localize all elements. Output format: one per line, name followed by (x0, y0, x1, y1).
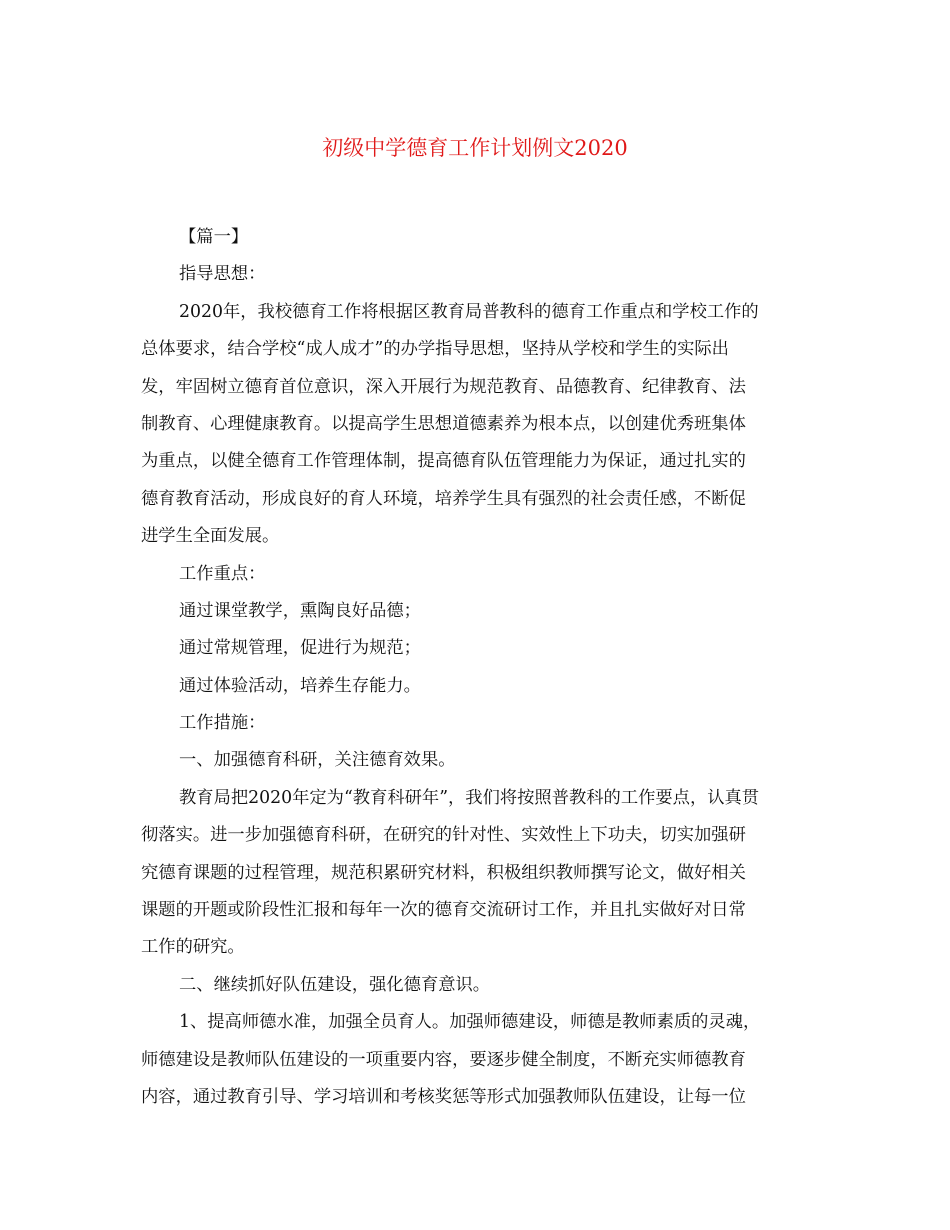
heading-work-measures: 工作措施： (179, 713, 266, 734)
paragraph-line: 内容，通过教育引导、学习培训和考核奖惩等形式加强教师队伍建设，让每一位 (141, 1086, 746, 1107)
paragraph-line: 课题的开题或阶段性汇报和每年一次的德育交流研讨工作，并且扎实做好对日常 (141, 900, 746, 921)
paragraph-line: 进学生全面发展。 (141, 526, 280, 547)
paragraph-line: 发，牢固树立德育首位意识，深入开展行为规范教育、品德教育、纪律教育、法 (141, 376, 746, 397)
list-item: 通过体验活动，培养生存能力。 (179, 675, 421, 696)
paragraph-line: 教育局把2020年定为“教育科研年”，我们将按照普教科的工作要点，认真贯 (179, 787, 760, 808)
paragraph-line: 德育教育活动，形成良好的育人环境，培养学生具有强烈的社会责任感，不断促 (141, 488, 746, 509)
paragraph-line: 1、提高师德水准，加强全员育人。加强师德建设，师德是教师素质的灵魂， (179, 1012, 761, 1033)
paragraph-line: 彻落实。进一步加强德育科研，在研究的针对性、实效性上下功夫，切实加强研 (141, 825, 746, 846)
section-heading-pian-yi: 【篇一】 (179, 227, 249, 247)
paragraph-line: 究德育课题的过程管理，规范积累研究材料，积极组织教师撰写论文，做好相关 (141, 862, 746, 883)
subheading-measure-1: 一、加强德育科研，关注德育效果。 (179, 750, 456, 771)
paragraph-line: 2020年，我校德育工作将根据区教育局普教科的德育工作重点和学校工作的 (179, 301, 759, 322)
subheading-measure-2: 二、继续抓好队伍建设，强化德育意识。 (179, 974, 491, 995)
paragraph-line: 总体要求，结合学校“成人成才”的办学指导思想，坚持从学校和学生的实际出 (141, 339, 729, 360)
document-title: 初级中学德育工作计划例文2020 (322, 136, 628, 160)
paragraph-line: 师德建设是教师队伍建设的一项重要内容，要逐步健全制度，不断充实师德教育 (141, 1049, 746, 1070)
paragraph-line: 为重点，以健全德育工作管理体制，提高德育队伍管理能力为保证，通过扎实的 (141, 451, 746, 472)
paragraph-line: 工作的研究。 (141, 937, 245, 958)
paragraph-line: 制教育、心理健康教育。以提高学生思想道德素养为根本点，以创建优秀班集体 (141, 413, 746, 434)
list-item: 通过课堂教学，熏陶良好品德； (179, 600, 421, 621)
heading-work-focus: 工作重点： (179, 563, 266, 584)
document-body (141, 219, 811, 1116)
list-item: 通过常规管理，促进行为规范； (179, 638, 421, 659)
heading-guiding-thought: 指导思想： (179, 264, 266, 285)
